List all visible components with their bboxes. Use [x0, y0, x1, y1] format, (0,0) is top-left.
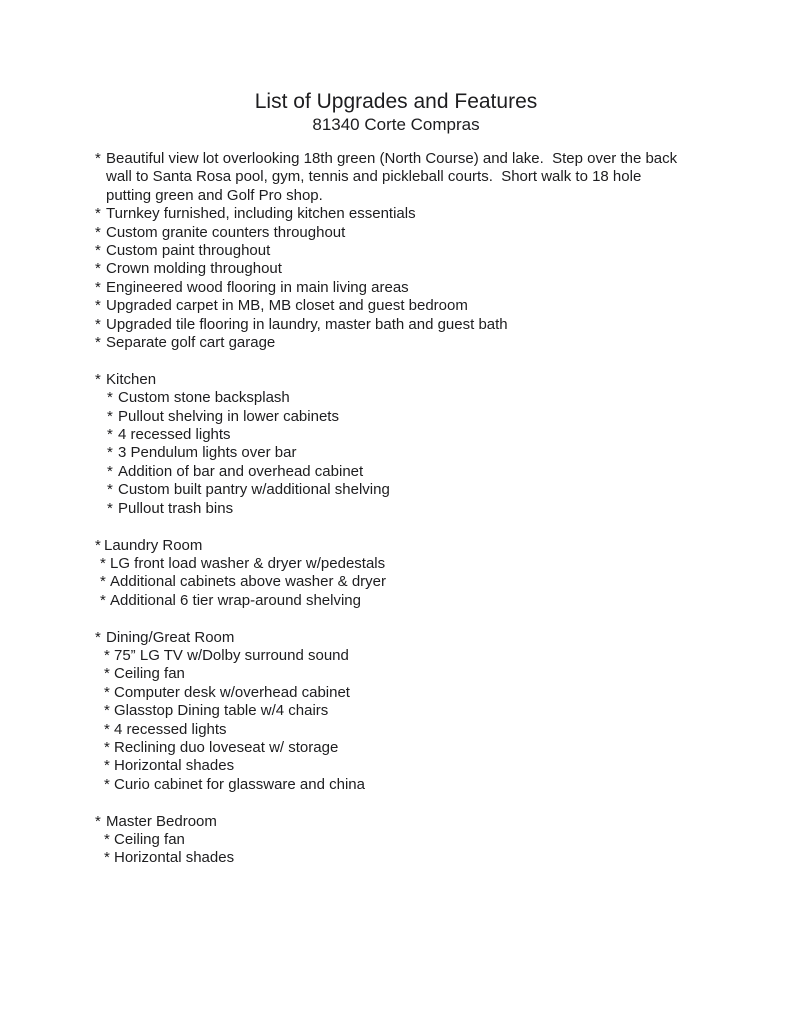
list-item-text: Crown molding throughout [106, 260, 282, 278]
list-item-laundry-room-2 [0, 592, 792, 610]
section-heading-master-bedroom [0, 813, 792, 831]
page-title: List of Upgrades and Features [254, 90, 538, 113]
bullet-asterisk-icon: * [95, 812, 101, 830]
list-item-text: Curio cabinet for glassware and china [114, 775, 365, 793]
bullet-asterisk-icon: * [95, 536, 101, 554]
list-item-kitchen-0 [0, 389, 792, 407]
list-item-kitchen-5 [0, 481, 792, 499]
bullet-asterisk-icon: * [95, 334, 101, 352]
section-heading-kitchen [0, 371, 792, 389]
list-item-text: LG front load washer & dryer w/pedestals [110, 554, 386, 572]
list-item-text: Custom paint throughout [106, 242, 271, 260]
list-item-text: Beautiful view lot overlooking 18th green (North Course) and lake. Step over the back wall to Santa Rosa pool, gym, tennis and pickleball courts. Short walk to 18 hole putting green and Golf Pro shop. [106, 150, 682, 204]
list-item-text: 4 recessed lights [118, 426, 231, 444]
bullet-asterisk-icon: * [95, 260, 101, 278]
room-sections [0, 371, 792, 868]
list-item-kitchen-3 [0, 444, 792, 462]
bullet-asterisk-icon: * [95, 223, 101, 241]
list-item-general-5 [0, 279, 792, 297]
list-item-dining-great-room-1 [0, 665, 792, 683]
section-laundry-room [0, 537, 792, 611]
list-item-text: Ceiling fan [114, 830, 185, 848]
list-item-text: Pullout shelving in lower cabinets [118, 407, 339, 425]
bullet-asterisk-icon: * [95, 150, 101, 167]
list-item-text: Custom granite counters throughout [106, 223, 346, 241]
list-item-general-6 [0, 297, 792, 315]
bullet-asterisk-icon: * [104, 830, 110, 848]
bullet-asterisk-icon: * [104, 646, 110, 664]
list-item-text: 75” LG TV w/Dolby surround sound [114, 646, 349, 664]
list-item-text: Turnkey furnished, including kitchen essentials [106, 205, 416, 223]
list-item-kitchen-1 [0, 408, 792, 426]
list-item-text: Computer desk w/overhead cabinet [114, 683, 350, 701]
list-item-text: Glasstop Dining table w/4 chairs [114, 702, 329, 720]
bullet-asterisk-icon: * [107, 499, 113, 517]
bullet-asterisk-icon: * [95, 278, 101, 296]
list-item-text: Ceiling fan [114, 665, 185, 683]
list-item-general-3 [0, 242, 792, 260]
list-item-text: Custom stone backsplash [118, 389, 290, 407]
list-item-dining-great-room-6 [0, 757, 792, 775]
list-item-kitchen-2 [0, 426, 792, 444]
list-item-laundry-room-0 [0, 555, 792, 573]
list-item-general-8 [0, 334, 792, 352]
list-item-kitchen-6 [0, 500, 792, 518]
list-item-text: Upgraded tile flooring in laundry, master bath and guest bath [106, 315, 508, 333]
list-item-general-1 [0, 205, 792, 223]
bullet-asterisk-icon: * [100, 554, 106, 572]
bullet-asterisk-icon: * [104, 665, 110, 683]
list-item-general-4 [0, 260, 792, 278]
bullet-asterisk-icon: * [100, 573, 106, 591]
list-item-dining-great-room-5 [0, 739, 792, 757]
bullet-asterisk-icon: * [107, 444, 113, 462]
bullet-asterisk-icon: * [95, 242, 101, 260]
bullet-asterisk-icon: * [104, 720, 110, 738]
list-item-dining-great-room-4 [0, 721, 792, 739]
bullet-asterisk-icon: * [107, 462, 113, 480]
list-item-general-0 [0, 150, 792, 205]
list-item-kitchen-4 [0, 463, 792, 481]
bullet-asterisk-icon: * [95, 297, 101, 315]
list-item-text: Master Bedroom [106, 812, 217, 830]
list-item-text: Dining/Great Room [106, 628, 235, 646]
list-item-text: Custom built pantry w/additional shelving [118, 481, 390, 499]
bullet-asterisk-icon: * [95, 370, 101, 388]
list-item-text: Reclining duo loveseat w/ storage [114, 738, 339, 756]
bullet-asterisk-icon: * [100, 591, 106, 609]
section-master-bedroom [0, 813, 792, 868]
document-body [0, 150, 792, 868]
list-item-master-bedroom-1 [0, 849, 792, 867]
list-item-text: 3 Pendulum lights over bar [118, 444, 297, 462]
bullet-asterisk-icon: * [104, 683, 110, 701]
list-item-text: Kitchen [106, 370, 157, 388]
bullet-asterisk-icon: * [95, 315, 101, 333]
list-item-text: Horizontal shades [114, 757, 235, 775]
section-dining-great-room [0, 629, 792, 795]
section-kitchen [0, 371, 792, 518]
bullet-asterisk-icon: * [107, 426, 113, 444]
list-item-text: Addition of bar and overhead cabinet [118, 462, 364, 480]
list-item-text: Additional cabinets above washer & dryer [110, 573, 386, 591]
list-item-general-2 [0, 224, 792, 242]
list-item-laundry-room-1 [0, 573, 792, 591]
page-subtitle: 81340 Corte Compras [312, 115, 480, 134]
list-item-dining-great-room-0 [0, 647, 792, 665]
list-item-text: Upgraded carpet in MB, MB closet and guest bedroom [106, 297, 468, 315]
section-heading-dining-great-room [0, 629, 792, 647]
list-item-master-bedroom-0 [0, 831, 792, 849]
bullet-asterisk-icon: * [107, 389, 113, 407]
bullet-asterisk-icon: * [107, 481, 113, 499]
list-item-text: Separate golf cart garage [106, 334, 276, 352]
general-features-list [0, 150, 792, 352]
section-heading-laundry-room [0, 537, 792, 555]
list-item-text: Horizontal shades [114, 849, 235, 867]
bullet-asterisk-icon: * [95, 628, 101, 646]
list-item-dining-great-room-7 [0, 776, 792, 794]
bullet-asterisk-icon: * [104, 702, 110, 720]
bullet-asterisk-icon: * [95, 205, 101, 223]
list-item-dining-great-room-2 [0, 684, 792, 702]
document-header [0, 0, 792, 135]
list-item-text: Pullout trash bins [118, 499, 234, 517]
list-item-text: Laundry Room [104, 536, 203, 554]
bullet-asterisk-icon: * [104, 738, 110, 756]
list-item-text: Additional 6 tier wrap-around shelving [110, 591, 361, 609]
list-item-text: Engineered wood flooring in main living areas [106, 278, 409, 296]
list-item-dining-great-room-3 [0, 702, 792, 720]
bullet-asterisk-icon: * [104, 757, 110, 775]
bullet-asterisk-icon: * [107, 407, 113, 425]
list-item-general-7 [0, 316, 792, 334]
bullet-asterisk-icon: * [104, 775, 110, 793]
list-item-text: 4 recessed lights [114, 720, 227, 738]
bullet-asterisk-icon: * [104, 849, 110, 867]
